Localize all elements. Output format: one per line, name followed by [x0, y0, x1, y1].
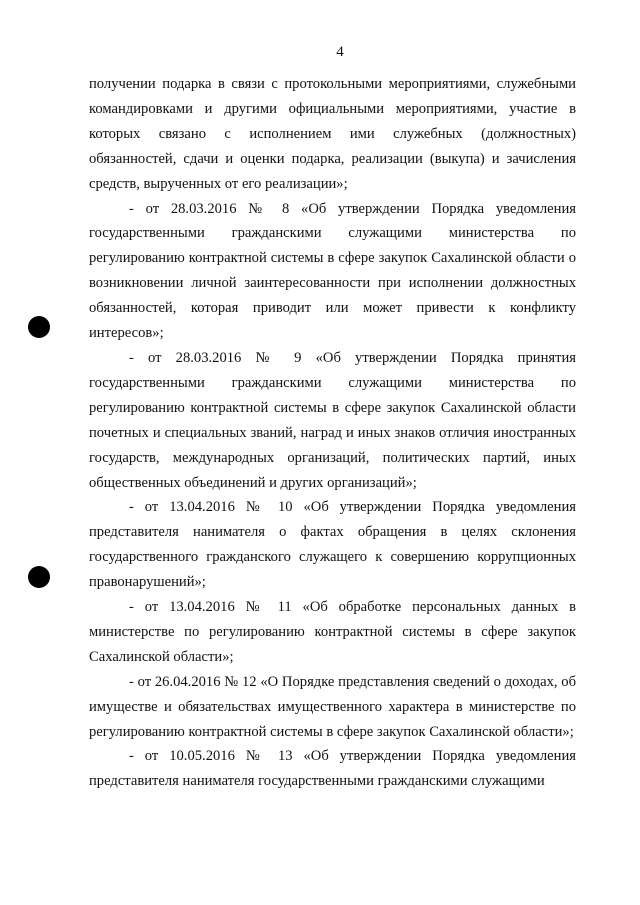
page-number: 4: [336, 44, 344, 60]
list-item-order-8: - от 28.03.2016 № 8 «Об утверждении Порядка уведомления государственными гражданскими служащими министерства по регулированию контрактной системы в сфере закупок Сахалинской области о возникновении личной заинтересованности при исполнении должностных обязанностей, которая приводит или может привести к конфликту интересов»;: [89, 200, 576, 342]
document-body: [89, 72, 576, 794]
list-item-order-9: - от 28.03.2016 № 9 «Об утверждении Порядка принятия государственными гражданскими служащими министерства по регулированию контрактной системы в сфере закупок Сахалинской области почетных и специальных званий, наград и иных знаков отличия иностранных государств, международных организаций, политических партий, иных общественных объединений и других организаций»;: [89, 349, 576, 491]
punch-hole-bottom: [28, 566, 50, 588]
list-item-order-12: - от 26.04.2016 № 12 «О Порядке представления сведений о доходах, об имуществе и обязательствах имущественного характера в министерстве по регулированию контрактной системы в сфере закупок Сахалинской области»;: [89, 673, 576, 740]
punch-hole-top: [28, 316, 50, 338]
list-item-order-13: - от 10.05.2016 № 13 «Об утверждении Порядка уведомления представителя нанимателя государственными гражданскими служащими: [89, 748, 576, 790]
list-item-order-11: - от 13.04.2016 № 11 «Об обработке персональных данных в министерстве по регулированию контрактной системы в сфере закупок Сахалинской области»;: [89, 599, 576, 665]
list-item-order-10: - от 13.04.2016 № 10 «Об утверждении Порядка уведомления представителя нанимателя о фактах обращения в целях склонения государственного гражданского служащего к совершению коррупционных правонарушений»;: [89, 499, 576, 591]
paragraph-continuation: получении подарка в связи с протокольными мероприятиями, служебными командировками и другими официальными мероприятиями, участие в которых связано с исполнением ими служебных (должностных) обязанностей, сдачи и оценки подарка, реализации (выкупа) и зачисления средств, вырученных от его реализации»;: [89, 76, 576, 192]
